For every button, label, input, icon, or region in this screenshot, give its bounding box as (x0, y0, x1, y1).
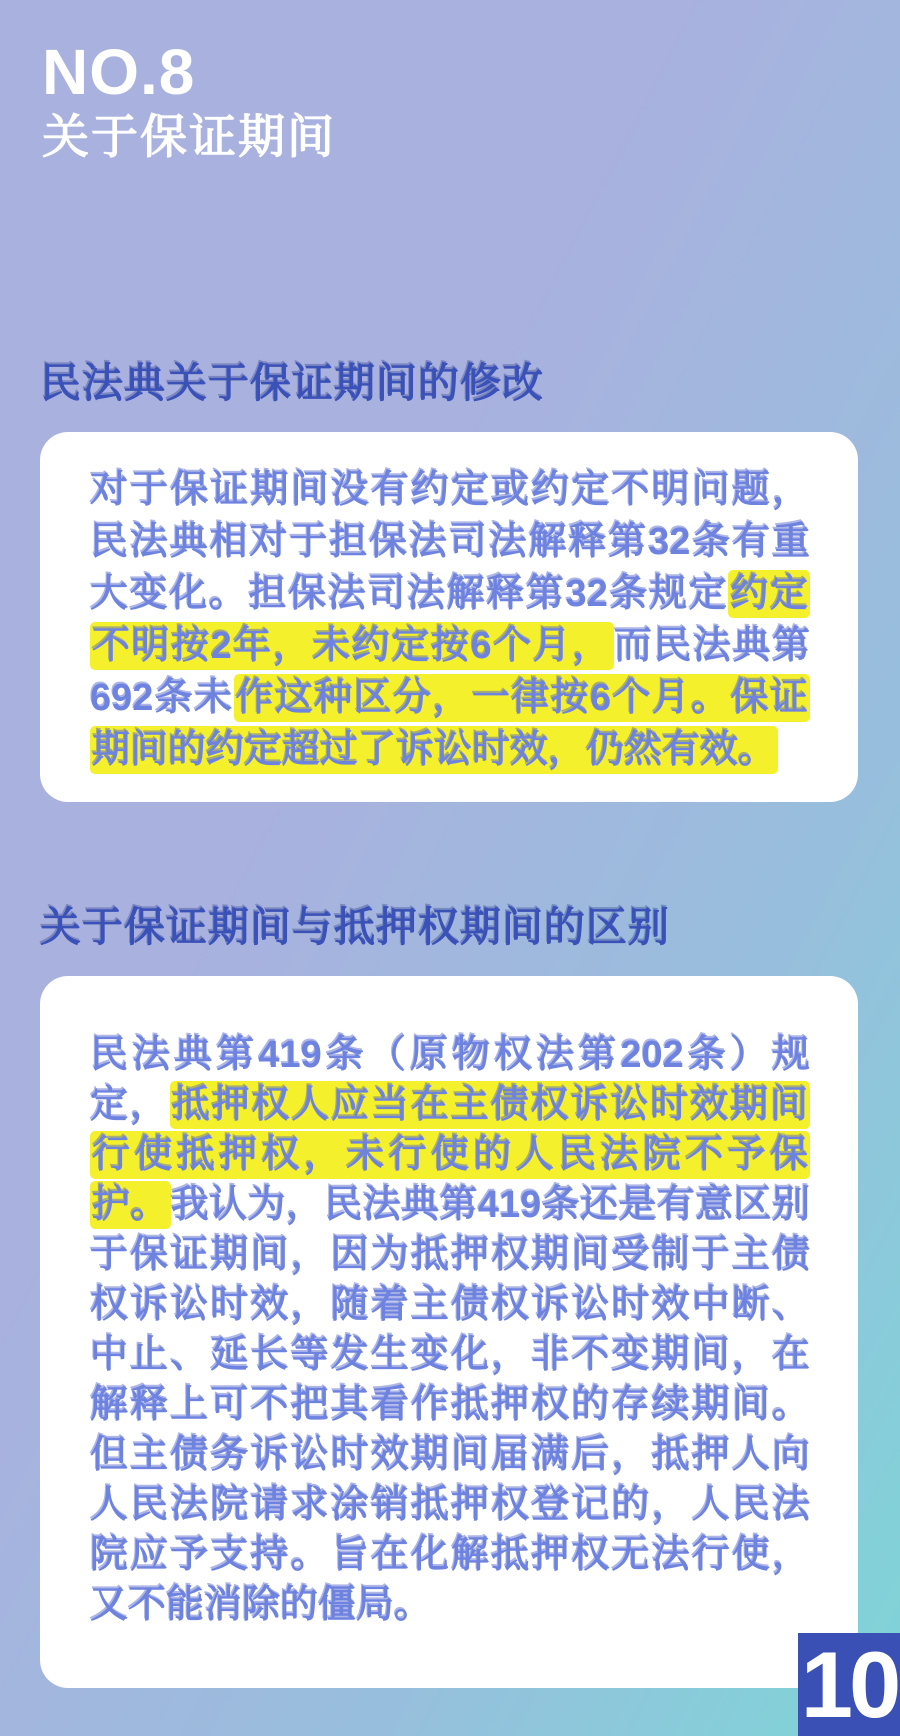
section-1-card (40, 432, 858, 802)
page-header (42, 36, 336, 166)
page-number-badge (798, 1633, 900, 1736)
section-1-text (90, 464, 810, 776)
body-text: 我认为，民法典第419条还是有意区别于保证期间，因为抵押权期间受制于主债权诉讼时效，随着主债权诉讼时效中断、中止、延长等发生变化，非不变期间，在解释上可不把其看作抵押权的存续期间。但主债务诉讼时效期间届满后，抵押人向人民法院请求涂销抵押权登记的，人民法院应予支持。旨在化解抵押权无法行使，又不能消除的僵局。 (90, 1184, 810, 1626)
header-title: 关于保证期间 (42, 110, 336, 163)
body-text: 而民法典第692条未 (90, 625, 810, 719)
section-2-card (40, 976, 858, 1688)
page-number: 10 (800, 1632, 898, 1736)
highlighted-text: 作这种区分，一律按6个月。保证期间的约定超过了诉讼时效，仍然有效。 (90, 674, 810, 774)
body-text: 民法典第419条（原物权法第202条）规定， (90, 1034, 810, 1126)
section-2-heading: 关于保证期间与抵押权期间的区别 (40, 904, 670, 950)
section-1-heading: 民法典关于保证期间的修改 (40, 360, 544, 406)
header-number: NO.8 (42, 36, 196, 108)
highlighted-text: 约定不明按2年，未约定按6个月， (90, 570, 810, 670)
section-2-text (90, 1030, 810, 1630)
highlighted-text: 抵押权人应当在主债权诉讼时效期间行使抵押权，未行使的人民法院不予保护。 (90, 1081, 810, 1229)
body-text: 对于保证期间没有约定或约定不明问题，民法典相对于担保法司法解释第32条有重大变化。担保法司法解释第32条规定 (90, 469, 810, 615)
